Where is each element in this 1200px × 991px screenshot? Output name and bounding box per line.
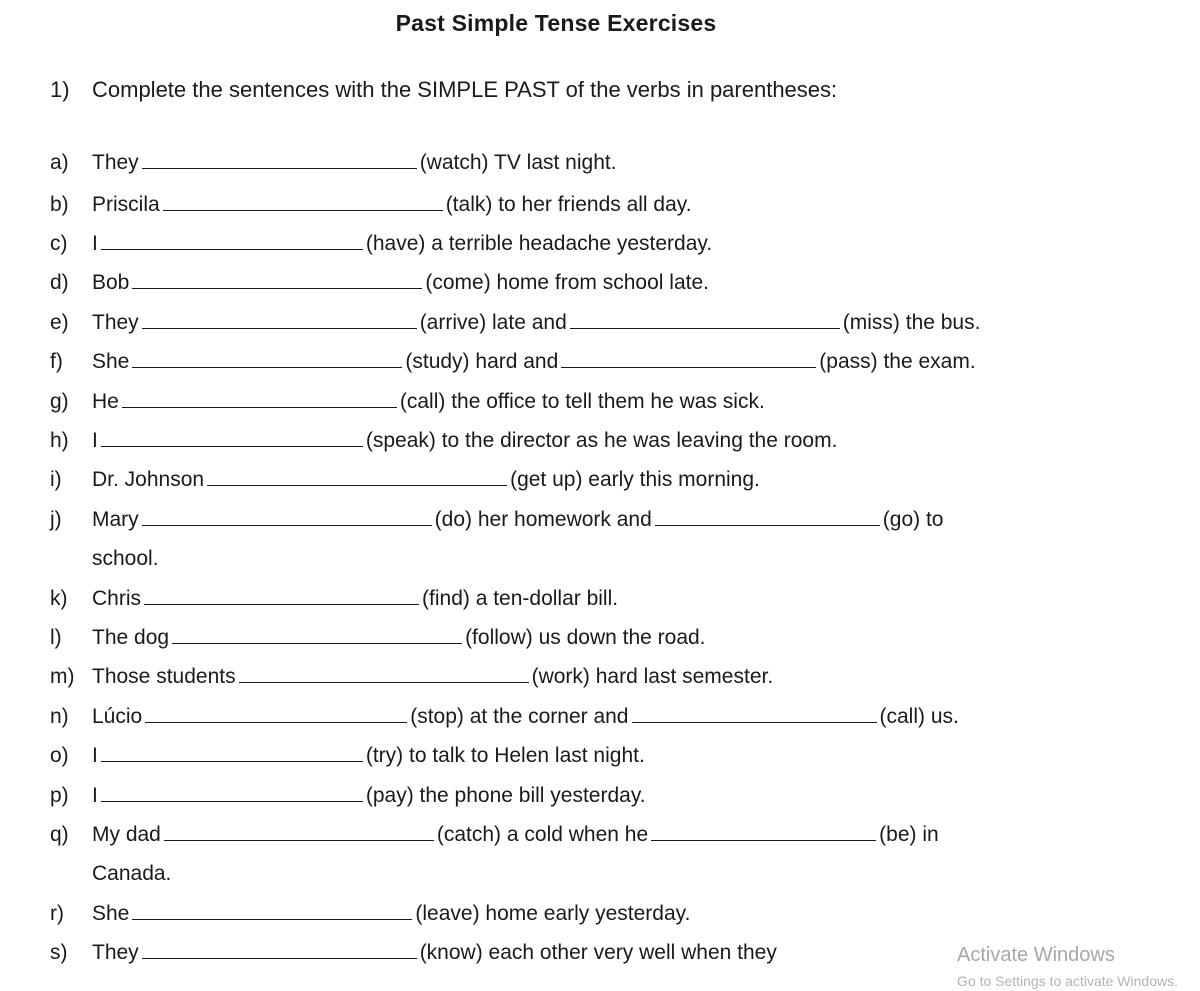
exercise-item-c [50, 231, 712, 257]
item-text-after: (know) each other very well when they [419, 941, 777, 964]
answer-blank[interactable] [561, 349, 816, 368]
exercise-item-b [50, 192, 692, 218]
exercise-item-j-continuation [50, 546, 159, 572]
item-text-before: I [92, 744, 98, 767]
answer-blank[interactable] [101, 743, 363, 762]
item-text-after: (leave) home early yesterday. [415, 902, 691, 925]
item-letter: i) [50, 468, 62, 491]
item-text-after: (talk) to her friends all day. [445, 193, 692, 216]
answer-blank[interactable] [132, 270, 422, 289]
item-text-before: They [92, 941, 139, 964]
answer-blank[interactable] [101, 428, 363, 447]
exercise-item-h [50, 428, 837, 454]
answer-blank[interactable] [164, 822, 434, 841]
item-letter: k) [50, 587, 68, 610]
item-text-after: (watch) TV last night. [419, 151, 617, 174]
answer-blank[interactable] [101, 231, 363, 250]
item-text-before: I [92, 232, 98, 255]
exercise-item-k [50, 586, 618, 612]
answer-blank[interactable] [101, 783, 363, 802]
answer-blank[interactable] [163, 192, 443, 211]
exercise-item-a [50, 150, 617, 176]
item-text-after: (come) home from school late. [425, 271, 709, 294]
item-text-before: The dog [92, 626, 170, 649]
answer-blank[interactable] [145, 704, 407, 723]
item-text-before: He [92, 390, 119, 413]
item-text-before: Chris [92, 587, 142, 610]
exercise-item-f [50, 349, 976, 375]
answer-blank[interactable] [132, 349, 402, 368]
item-letter: n) [50, 705, 69, 728]
item-text-after: (call) us. [879, 705, 959, 728]
instruction-text: Complete the sentences with the SIMPLE PAST of the verbs in parentheses: [92, 77, 838, 102]
item-text-before: She [92, 350, 130, 373]
item-text-after: (pay) the phone bill yesterday. [365, 784, 646, 807]
item-text-before: Bob [92, 271, 130, 294]
item-text-after: (get up) early this morning. [510, 468, 760, 491]
item-text-before: They [92, 151, 139, 174]
item-text-before: Priscila [92, 193, 160, 216]
item-text-after: (work) hard last semester. [531, 665, 774, 688]
exercise-item-d [50, 270, 709, 296]
answer-blank[interactable] [122, 389, 397, 408]
item-text-before: Those students [92, 665, 236, 688]
answer-blank[interactable] [239, 664, 529, 683]
item-text-after: (call) the office to tell them he was sick. [399, 390, 765, 413]
item-letter: j) [50, 508, 62, 531]
answer-blank[interactable] [142, 940, 417, 959]
answer-blank[interactable] [207, 467, 507, 486]
item-text-after: (go) to [882, 508, 944, 531]
answer-blank[interactable] [655, 507, 880, 526]
item-letter: o) [50, 744, 69, 767]
exercise-item-r [50, 901, 690, 927]
item-text-continuation: school. [92, 547, 159, 570]
item-text-after: (try) to talk to Helen last night. [365, 744, 645, 767]
exercise-item-m [50, 664, 773, 690]
item-letter: e) [50, 311, 69, 334]
item-text-after: (have) a terrible headache yesterday. [365, 232, 713, 255]
item-text-after: (be) in [879, 823, 939, 846]
item-text-before: I [92, 784, 98, 807]
exercise-item-j [50, 507, 943, 533]
activate-windows-watermark: Activate Windows [957, 944, 1115, 966]
item-letter: f) [50, 350, 63, 373]
activate-windows-subtitle: Go to Settings to activate Windows. [957, 973, 1178, 989]
page-title: Past Simple Tense Exercises [395, 10, 717, 36]
answer-blank[interactable] [570, 310, 840, 329]
item-text-after: (follow) us down the road. [465, 626, 706, 649]
item-text-continuation: Canada. [92, 862, 172, 885]
exercise-item-g [50, 389, 765, 415]
item-text-before: My dad [92, 823, 161, 846]
item-text-middle: (do) her homework and [434, 508, 652, 531]
item-letter: h) [50, 429, 69, 452]
answer-blank[interactable] [651, 822, 876, 841]
exercise-item-e [50, 310, 980, 336]
item-letter: q) [50, 823, 69, 846]
exercise-item-l [50, 625, 706, 651]
answer-blank[interactable] [142, 310, 417, 329]
item-text-before: Mary [92, 508, 139, 531]
item-text-middle: (arrive) late and [419, 311, 567, 334]
answer-blank[interactable] [132, 901, 412, 920]
item-text-middle: (stop) at the corner and [410, 705, 629, 728]
item-letter: g) [50, 390, 69, 413]
answer-blank[interactable] [172, 625, 462, 644]
exercise-item-p [50, 783, 646, 809]
exercise-item-q-continuation [50, 861, 171, 887]
answer-blank[interactable] [142, 507, 432, 526]
item-text-after: (speak) to the director as he was leaving the room. [365, 429, 838, 452]
exercise-item-q [50, 822, 939, 848]
item-text-before: I [92, 429, 98, 452]
exercise-item-i [50, 467, 760, 493]
exercise-instruction [50, 77, 837, 103]
answer-blank[interactable] [142, 150, 417, 169]
item-text-after: (find) a ten-dollar bill. [422, 587, 619, 610]
item-text-middle: (study) hard and [405, 350, 559, 373]
item-letter: r) [50, 902, 64, 925]
item-text-before: They [92, 311, 139, 334]
item-letter: s) [50, 941, 68, 964]
item-letter: b) [50, 193, 69, 216]
item-letter: a) [50, 151, 69, 174]
item-text-after: (pass) the exam. [819, 350, 976, 373]
item-letter: c) [50, 232, 68, 255]
item-text-before: Lúcio [92, 705, 143, 728]
answer-blank[interactable] [144, 586, 419, 605]
exercise-item-n [50, 704, 959, 730]
exercise-item-s [50, 940, 777, 966]
item-letter: p) [50, 784, 69, 807]
item-letter: d) [50, 271, 69, 294]
item-text-before: She [92, 902, 130, 925]
item-text-middle: (catch) a cold when he [436, 823, 649, 846]
item-text-before: Dr. Johnson [92, 468, 205, 491]
exercise-number: 1) [50, 77, 70, 102]
answer-blank[interactable] [632, 704, 877, 723]
exercise-item-o [50, 743, 645, 769]
item-letter: m) [50, 665, 75, 688]
item-text-after: (miss) the bus. [842, 311, 981, 334]
item-letter: l) [50, 626, 62, 649]
